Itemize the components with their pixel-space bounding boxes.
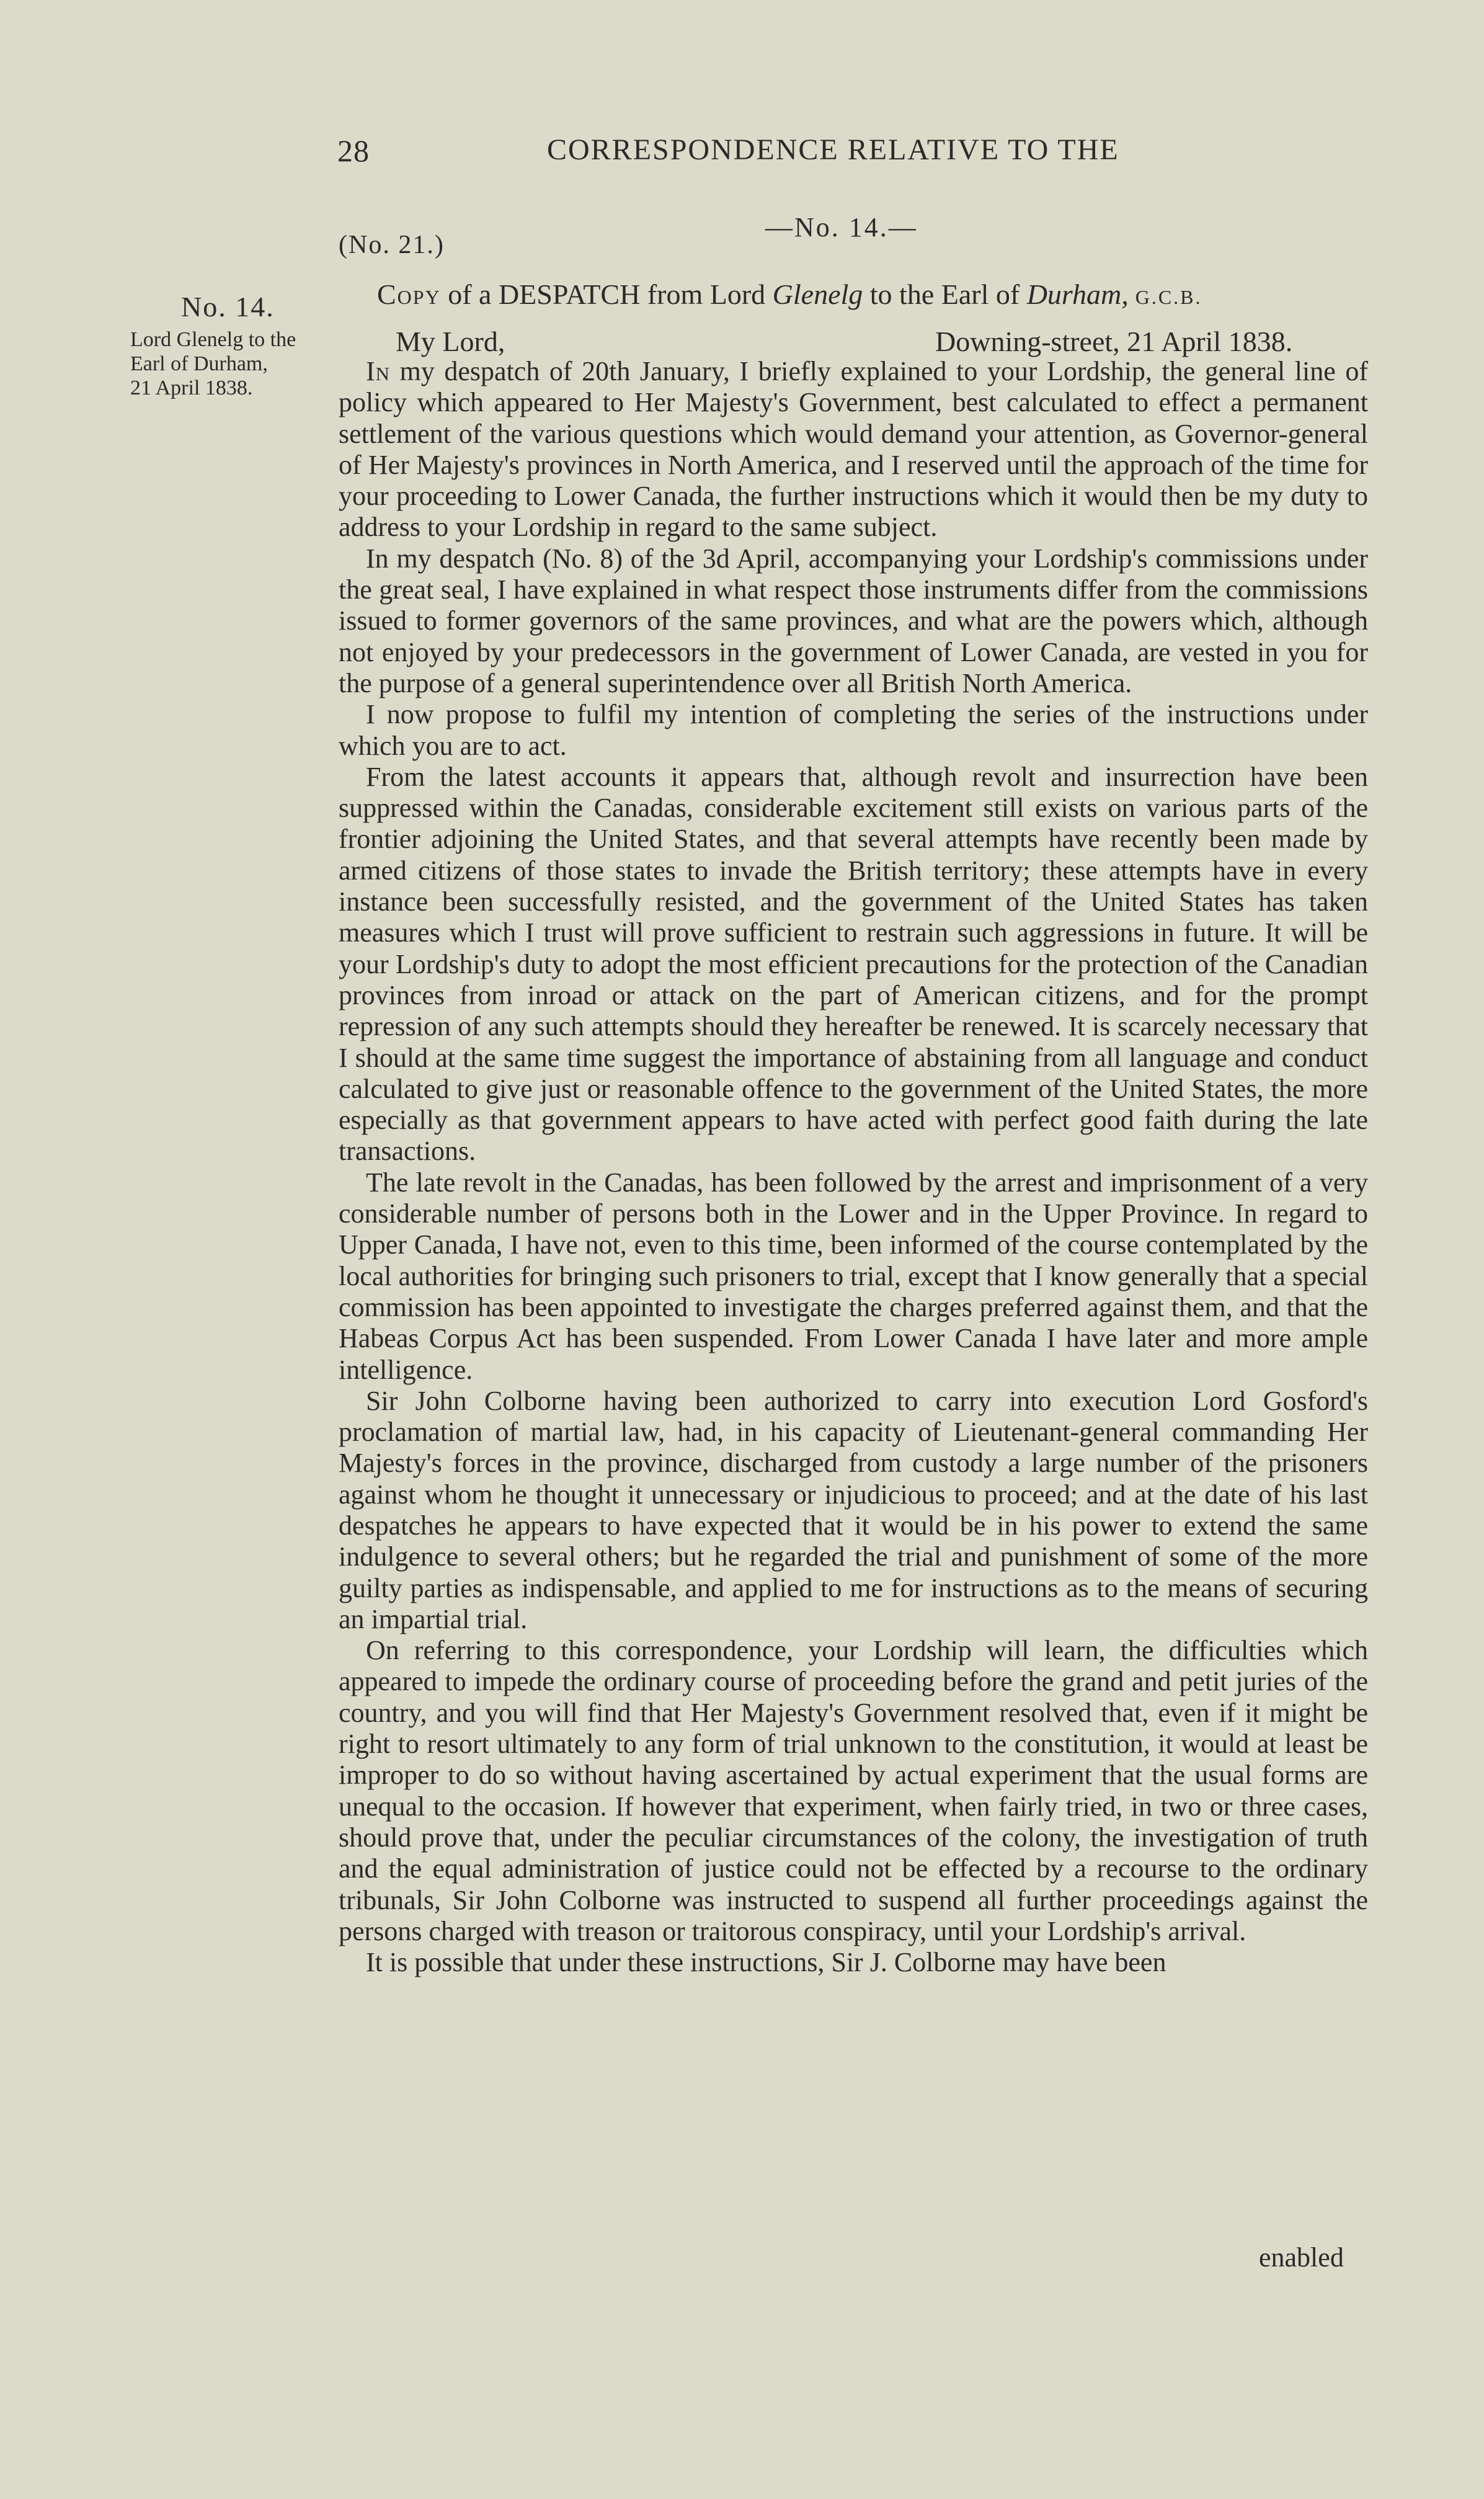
paragraph-text: Sir John Colborne having been authorized to carry into execution Lord Gosford's proclamation of martial law, had, in his capacity of Lieutenant-general commanding Her Majesty's forces in the province, discharged from custody a large number of the prisoners against whom he thought it unnecessary or injudicious to proceed; and at the date of his last despatches he appears to have expected that it would be in his power to extend the same indulgence to several others; but he regarded the trial and punishment of some of the more guilty parties as indispensable, and applied to me for instructions as to the means of securing an impartial trial. xyxy=(339,1385,1368,1634)
running-title: CORRESPONDENCE RELATIVE TO THE xyxy=(547,133,1119,166)
catchword: enabled xyxy=(1259,2242,1344,2273)
paragraph xyxy=(339,1947,1368,1978)
paragraph-text: I now propose to fulfil my intention of completing the series of the instructions under which you are to act. xyxy=(339,699,1368,761)
despatch-title xyxy=(377,278,1202,311)
paragraph-text: my despatch of 20th January, I briefly explained to your Lordship, the general line of policy which appeared to Her Majesty's Government, best calculated to effect a permanent settlement of the various questions which would demand your attention, as Governor-general of Her Majesty's provinces in North America, and I reserved until the approach of the time for your proceeding to Lower Canada, the further instructions which it would then be my duty to address to your Lordship in regard to the same subject. xyxy=(339,356,1368,543)
margin-note-number: No. 14. xyxy=(181,291,275,323)
paragraph xyxy=(339,699,1368,762)
paragraph-text: From the latest accounts it appears that, although revolt and insurrection have been suppressed within the Canadas, considerable excitement still exists on various parts of the frontier adjoining the United States, and that several attempts have recently been made by armed citizens of those states to invade the British territory; these attempts have in every instance been successfully resisted, and the government of the United States has taken measures which I trust will prove sufficient to restrain such aggressions in future. It will be your Lordship's duty to adopt the most efficient precautions for the protection of the Canadian provinces from inroad or attack on the part of American citizens, and for the prompt repression of any such attempts should they hereafter be renewed. It is scarcely necessary that I should at the same time suggest the importance of abstaining from all language and conduct calculated to give just or reasonable offence to the government of the United States, the more especially as that government appears to have acted with perfect good faith during the late transactions. xyxy=(339,761,1368,1167)
paragraph xyxy=(339,1386,1368,1635)
paragraph xyxy=(339,356,1368,543)
margin-note-line: Earl of Durham, xyxy=(130,352,268,375)
salutation: My Lord, xyxy=(396,326,505,357)
dateline: Downing-street, 21 April 1838. xyxy=(935,326,1293,357)
title-text: to the Earl of xyxy=(863,278,1027,310)
paragraph xyxy=(339,543,1368,699)
paragraph-text: On referring to this correspondence, your Lordship will learn, the difficulties which appeared to impede the ordinary course of proceeding before the grand and petit juries of the country, and you will find that Her Majesty's Government resolved that, even if it might be right to resort ultimately to any form of trial unknown to the constitution, it would at least be improper to do so without having ascertained by actual experiment that the usual forms are unequal to the occasion. If however that experiment, when fairly tried, in two or three cases, should prove that, under the peculiar circumstances of the colony, the investigation of truth and the equal administration of justice could not be effected by a recourse to the ordinary tribunals, Sir John Colborne was instructed to suspend all further proceedings against the persons charged with treason or traitorous conspiracy, until your Lordship's arrival. xyxy=(339,1635,1368,1946)
title-text: of a DESPATCH from Lord xyxy=(440,278,773,310)
section-heading: —No. 14.— xyxy=(765,212,918,243)
margin-note-line: Lord Glenelg to the xyxy=(130,328,296,351)
margin-note-line: 21 April 1838. xyxy=(130,376,253,399)
paragraph-text: The late revolt in the Canadas, has been followed by the arrest and imprisonment of a very considerable number of persons both in the Lower and in the Upper Province. In regard to Upper Canada, I have not, even to this time, been informed of the course contemplated by the local authorities for bringing such prisoners to trial, except that I know generally that a special commission has been appointed to investigate the charges preferred against them, and that the Habeas Corpus Act has been suspended. From Lower Canada I have later and more ample intelligence. xyxy=(339,1167,1368,1385)
paragraph xyxy=(339,1635,1368,1947)
title-name-glenelg: Glenelg xyxy=(772,278,863,310)
paragraph-text: In my despatch (No. 8) of the 3d April, accompanying your Lordship's commissions under the great seal, I have explained in what respect those instruments differ from the commissions issued to former governors of the same provinces, and what are the powers which, although not enjoyed by your predecessors in the government of Lower Canada, are vested in you for the purpose of a general superintendence over all British North America. xyxy=(339,543,1368,698)
paragraph-lead: In xyxy=(366,356,391,386)
paragraph xyxy=(339,762,1368,1167)
margin-note xyxy=(130,289,335,400)
title-honours: G.C.B. xyxy=(1128,286,1202,308)
title-copy-word: Copy xyxy=(377,278,441,310)
document-number-label: (No. 21.) xyxy=(339,231,445,259)
body-text xyxy=(339,356,1368,1978)
title-name-durham: Durham, xyxy=(1026,278,1129,310)
page-number: 28 xyxy=(337,133,370,168)
paragraph-text: It is possible that under these instructions, Sir J. Colborne may have been xyxy=(366,1947,1166,1978)
paragraph xyxy=(339,1167,1368,1386)
